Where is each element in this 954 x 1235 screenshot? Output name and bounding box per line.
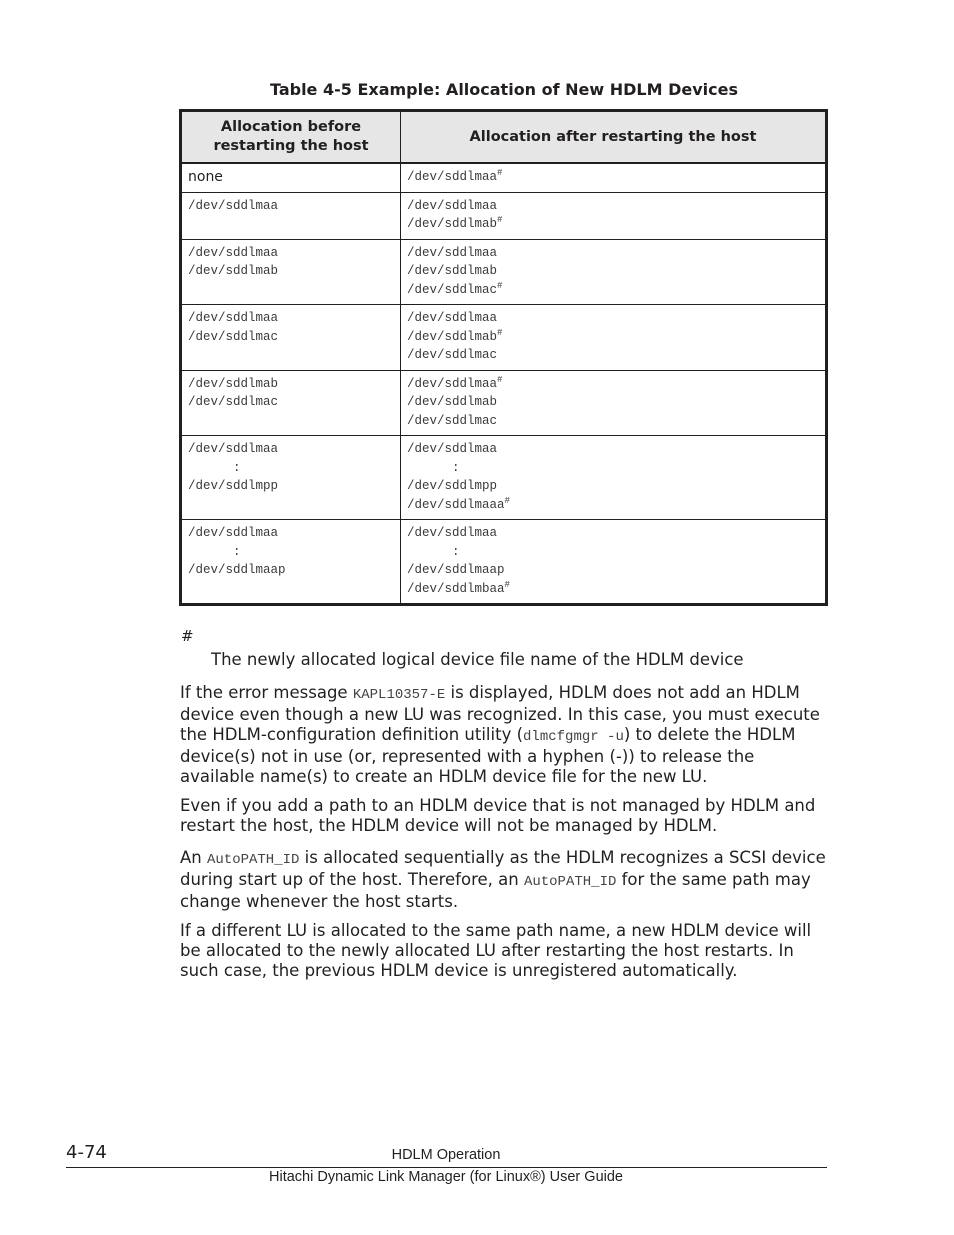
device-file-name: /dev/sddlmpp (188, 479, 279, 493)
cell-before (181, 520, 401, 605)
page-number: 4-74 (66, 1142, 107, 1163)
device-file-name: /dev/sddlmac (188, 395, 279, 409)
code-autopath-id: AutoPATH_ID (207, 852, 300, 868)
cell-before (181, 192, 401, 239)
device-file-name: /dev/sddlmac (407, 413, 498, 428)
cell-after (401, 436, 827, 520)
table-row (181, 370, 827, 436)
cell-after (401, 520, 827, 605)
code-autopath-id: AutoPATH_ID (523, 874, 617, 890)
device-file-name: /dev/sddlmaa (188, 198, 279, 213)
table-title: Table 4-5 Example: Allocation of New HDLM Devices (269, 80, 739, 99)
device-file-name: /dev/sddlmaap (407, 563, 505, 577)
device-file-name: /dev/sddlmaa (188, 526, 279, 540)
footnote-text: The newly allocated logical device file name of the HDLM device (211, 650, 744, 669)
paragraph-text: is displayed, HDLM does not add an HDLM device even though a new LU was recognized. In this case, you must execute the HDLM-configuration definition utility ( (180, 683, 820, 744)
device-file-name: /dev/sddlmac# (407, 280, 503, 297)
cell-before (181, 370, 401, 436)
paragraph-text: An (180, 848, 207, 867)
paragraph-error-message (180, 683, 830, 787)
device-file-name: /dev/sddlmaa (407, 526, 498, 540)
device-file-name: : (407, 544, 460, 559)
header-after: Allocation after restarting the host (401, 111, 827, 164)
cell-before (181, 305, 401, 371)
allocation-table (179, 109, 828, 606)
device-file-name: /dev/sddlmaa (188, 311, 279, 325)
cell-after (401, 239, 827, 305)
device-file-name: /dev/sddlmaap (188, 563, 286, 577)
cell-before (181, 163, 401, 192)
paragraph-different-lu: If a different LU is allocated to the same path name, a new HDLM device will be allocated to the newly allocated LU after restarting the host restarts. In such case, the previous HDLM device is unregistered automatically. (180, 921, 812, 980)
device-file-name: /dev/sddlmaaa# (407, 495, 510, 512)
table-row (181, 436, 827, 520)
paragraph-autopath-id (180, 848, 830, 912)
table-body (181, 163, 827, 605)
device-file-name: /dev/sddlmaa (188, 245, 279, 260)
table-header-row (181, 111, 827, 164)
new-allocation-mark: # (497, 167, 503, 178)
header-before: Allocation before restarting the host (181, 111, 401, 164)
device-file-name: /dev/sddlmaa (407, 198, 498, 213)
new-allocation-mark: # (504, 495, 510, 506)
table-row (181, 520, 827, 605)
device-file-name: : (407, 460, 460, 475)
footer-guide-title: Hitachi Dynamic Link Manager (for Linux®) User Guide (269, 1169, 623, 1185)
cell-after (401, 163, 827, 192)
paragraph-text: for the same path may change whenever the host starts. (180, 870, 811, 911)
paragraph-text: If the error message (180, 683, 353, 702)
table-row (181, 239, 827, 305)
cell-after (401, 192, 827, 239)
code-command: dlmcfgmgr -u (523, 729, 624, 745)
code-message-id: KAPL10357-E (352, 687, 446, 703)
device-file-name: /dev/sddlmaa (407, 245, 498, 260)
paragraph-text: is allocated sequentially as the HDLM recognizes a SCSI device during start up of the host. Therefore, an (180, 848, 826, 889)
device-file-name: /dev/sddlmab (188, 376, 279, 391)
device-file-name: /dev/sddlmaa (407, 311, 498, 325)
table-row (181, 305, 827, 371)
new-allocation-mark: # (504, 579, 510, 590)
cell-before (181, 239, 401, 305)
paragraph-text: ) to delete the HDLM device(s) not in use (or, represented with a hyphen (-)) to release the available name(s) to create an HDLM device file for the new LU. (180, 725, 796, 786)
device-file-name: /dev/sddlmaa (188, 442, 279, 456)
device-file-name: : (188, 544, 241, 559)
device-file-name: /dev/sddlmab (188, 264, 279, 278)
device-file-name: /dev/sddlmac (407, 348, 498, 362)
footer-section-title: HDLM Operation (391, 1147, 501, 1163)
cell-after (401, 370, 827, 436)
paragraph-unmanaged-path: Even if you add a path to an HDLM device that is not managed by HDLM and restart the host, the HDLM device will not be managed by HDLM. (180, 796, 816, 835)
device-file-name: /dev/sddlmab (407, 395, 498, 409)
device-file-name: /dev/sddlmaa (407, 442, 498, 456)
device-file-name: /dev/sddlmaa# (407, 167, 503, 184)
new-allocation-mark: # (497, 280, 503, 291)
device-file-name: none (188, 169, 223, 185)
new-allocation-mark: # (497, 374, 503, 385)
cell-before (181, 436, 401, 520)
table-row (181, 192, 827, 239)
device-file-name: /dev/sddlmab# (407, 214, 503, 231)
device-file-name: /dev/sddlmab (407, 264, 498, 278)
device-file-name: /dev/sddlmbaa# (407, 579, 510, 596)
table-row (181, 163, 827, 192)
device-file-name: /dev/sddlmpp (407, 479, 498, 493)
device-file-name: /dev/sddlmac (188, 329, 279, 344)
new-allocation-mark: # (497, 214, 503, 225)
device-file-name: : (188, 460, 241, 475)
new-allocation-mark: # (497, 327, 503, 338)
cell-after (401, 305, 827, 371)
device-file-name: /dev/sddlmab# (407, 327, 503, 344)
footer-divider (66, 1167, 827, 1168)
footnote-symbol: # (181, 627, 194, 645)
device-file-name: /dev/sddlmaa# (407, 374, 503, 391)
